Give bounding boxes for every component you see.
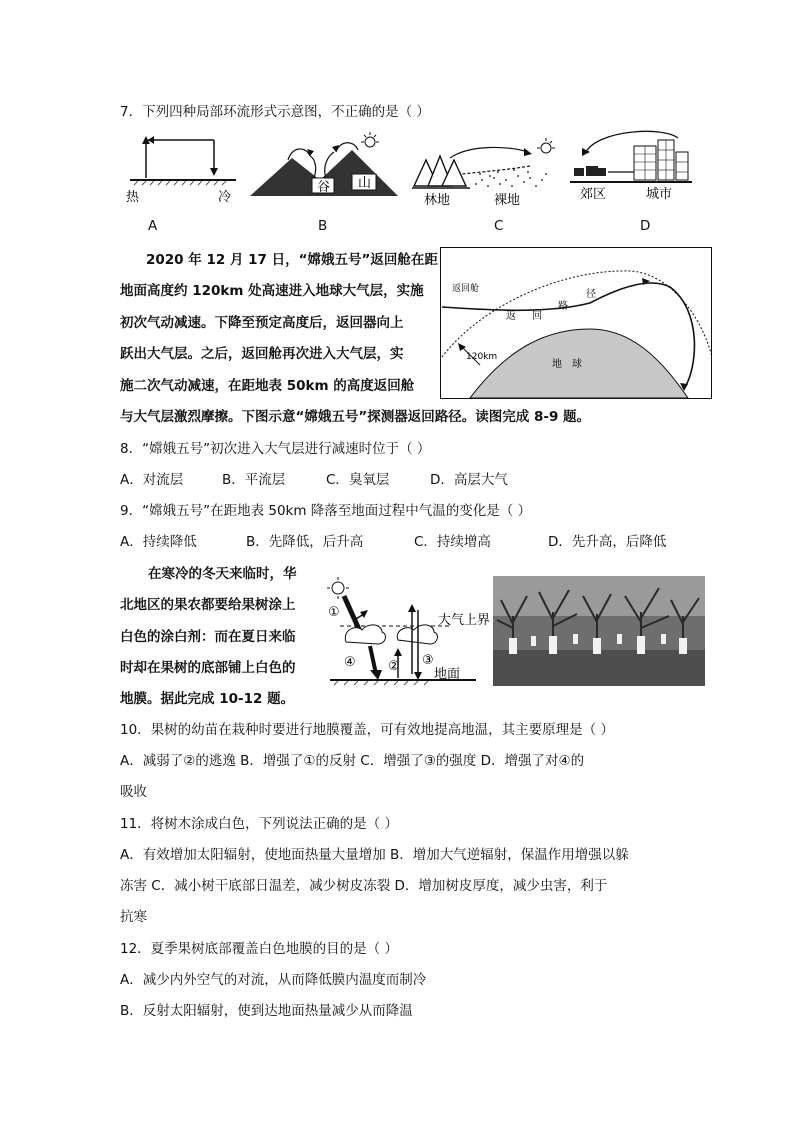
radiation-num-1: ①	[328, 605, 340, 620]
passage1-line-5: 施二次气动减速，在距地表 50km 的高度返回舱	[120, 378, 415, 394]
q8-option-d[interactable]: D．高层大气	[430, 472, 508, 488]
q7-option-b[interactable]: B	[318, 218, 328, 234]
radiation-num-3: ③	[422, 653, 434, 668]
q11-options-line-1[interactable]: A．有效增加太阳辐射，使地面热量大量增加 B．增加大气逆辐射，保温作用增强以躲	[120, 847, 629, 863]
q12-option-b[interactable]: B．反射太阳辐射，使到达地面热量减少从而降温	[120, 1003, 413, 1019]
q8-option-a[interactable]: A．对流层	[120, 472, 184, 488]
q7-option-c[interactable]: C	[494, 218, 504, 234]
q8-option-b[interactable]: B．平流层	[222, 472, 286, 488]
passage1-line-6: 与大气层激烈摩擦。下图示意“嫦娥五号”探测器返回路径。读图完成 8-9 题。	[120, 409, 591, 425]
forest-label: 林地	[424, 193, 451, 208]
q7-stem: 7．下列四种局部环流形式示意图，不正确的是（ ）	[120, 104, 430, 120]
q9-stem: 9．“嫦娥五号”在距地表 50km 降落至地面过程中气温的变化是（ ）	[120, 503, 532, 519]
cold-label: 冷	[218, 190, 232, 205]
q8-option-c[interactable]: C．臭氧层	[326, 472, 390, 488]
return-path-figure	[440, 247, 712, 399]
passage2-line-4: 时却在果树的底部铺上白色的	[120, 660, 296, 676]
q10-options-line-2: 吸收	[120, 784, 147, 800]
q11-stem: 11．将树木涂成白色，下列说法正确的是（ ）	[120, 816, 398, 832]
bare-label: 裸地	[494, 193, 521, 208]
q7-option-a[interactable]: A	[148, 218, 158, 234]
capsule-label: 返回舱	[452, 284, 480, 294]
radiation-num-4: ④	[344, 655, 356, 670]
path-char-3: 路	[558, 301, 568, 312]
diagram-d	[568, 126, 694, 208]
radiation-figure	[326, 574, 492, 686]
q7-option-d[interactable]: D	[640, 218, 651, 234]
q12-stem: 12．夏季果树底部覆盖白色地膜的目的是（ ）	[120, 941, 398, 957]
q8-stem: 8．“嫦娥五号”初次进入大气层进行减速时位于（ ）	[120, 441, 431, 457]
path-char-4: 径	[586, 289, 596, 300]
mountain-label: 山	[358, 176, 372, 191]
atmosphere-upper-label: 大气上界	[438, 613, 491, 628]
q11-options-line-3: 抗寒	[120, 909, 147, 925]
earth-char-1: 地	[552, 359, 562, 370]
diagram-c	[410, 130, 560, 208]
diagram-a	[118, 130, 244, 205]
q10-stem: 10．果树的幼苗在栽种时要进行地膜覆盖，可有效地提高地温，其主要原理是（ ）	[120, 722, 614, 738]
path-char-2: 回	[532, 311, 542, 322]
hot-label: 热	[126, 190, 140, 205]
q12-option-a[interactable]: A．减少内外空气的对流，从而降低膜内温度而制冷	[120, 972, 427, 988]
q9-option-d[interactable]: D．先升高，后降低	[548, 534, 667, 550]
q11-options-line-2[interactable]: 冻害 C．减小树干底部日温差，减少树皮冻裂 D．增加树皮厚度，减少虫害，利于	[120, 878, 608, 894]
radiation-num-2: ②	[388, 659, 400, 674]
city-label: 城市	[646, 187, 673, 202]
path-char-1: 返	[506, 311, 516, 322]
q9-option-b[interactable]: B．先降低，后升高	[246, 534, 364, 550]
orchard-photo	[493, 576, 705, 686]
earth-char-2: 球	[572, 359, 582, 370]
ground-label: 地面	[434, 667, 461, 682]
q10-options-line-1[interactable]: A．减弱了②的逃逸 B．增强了①的反射 C．增强了③的强度 D．增强了对④的	[120, 753, 585, 769]
diagram-b	[248, 130, 400, 200]
passage1-line-3: 初次气动减速。下降至预定高度后，返回器向上	[120, 315, 404, 331]
height-label: 120km	[466, 352, 498, 362]
passage1-line-2: 地面高度约 120km 处高速进入地球大气层，实施	[120, 283, 424, 299]
passage2-line-3: 白色的涂白剂：而在夏日来临	[120, 629, 296, 645]
passage2-line-2: 北地区的果农都要给果树涂上	[120, 597, 296, 613]
valley-label: 谷	[317, 180, 331, 195]
passage1-line-4: 跃出大气层。之后，返回舱再次进入大气层，实	[120, 346, 404, 362]
passage1-line-1: 2020 年 12 月 17 日，“嫦娥五号”返回舱在距	[146, 252, 438, 268]
passage2-line-5: 地膜。据此完成 10-12 题。	[120, 691, 295, 707]
passage2-line-1: 在寒冷的冬天来临时，华	[148, 566, 297, 582]
q9-option-c[interactable]: C．持续增高	[414, 534, 491, 550]
suburb-label: 郊区	[580, 187, 607, 202]
q9-option-a[interactable]: A．持续降低	[120, 534, 197, 550]
